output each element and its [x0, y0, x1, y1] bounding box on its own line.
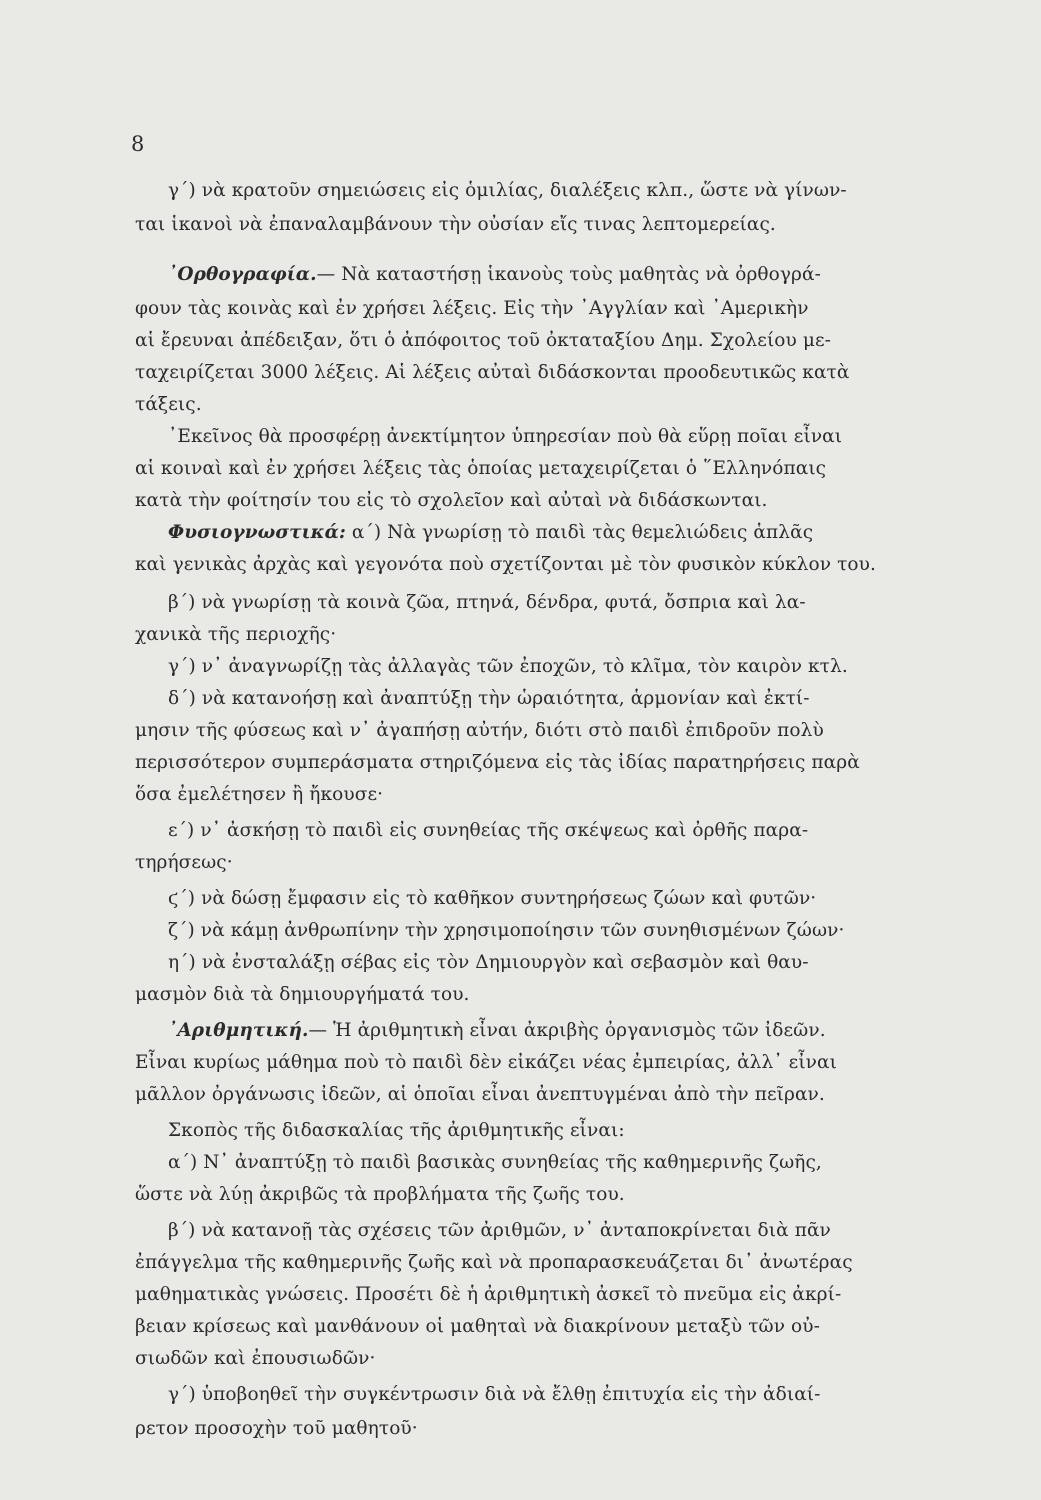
- line-text: μασμὸν διὰ τὰ δημιουργήματά του.: [135, 984, 470, 1005]
- line-text: μαθηματικὰς γνώσεις. Προσέτι δὲ ἡ ἀριθμητικὴ ἀσκεῖ τὸ πνεῦμα εἰς ἀκρί-: [135, 1284, 842, 1305]
- text-line: [135, 620, 336, 650]
- line-text: κατὰ τὴν φοίτησίν του εἰς τὸ σχολεῖον καὶ αὐταὶ νὰ διδάσκωνται.: [135, 490, 768, 511]
- line-text: ταχειρίζεται 3000 λέξεις. Αἱ λέξεις αὐταὶ διδάσκονται προοδευτικῶς κατὰ: [135, 362, 850, 383]
- text-line: [135, 980, 470, 1010]
- text-line: [135, 1414, 418, 1444]
- line-text: β΄) νὰ κατανοῇ τὰς σχέσεις τῶν ἀριθμῶν, ν᾿ ἀνταποκρίνεται διὰ πᾶν: [168, 1220, 831, 1241]
- text-line: [135, 1248, 853, 1278]
- line-text: σιωδῶν καὶ ἐπουσιωδῶν·: [135, 1348, 376, 1369]
- line-text: ἐπάγγελμα τῆς καθημερινῆς ζωῆς καὶ νὰ προπαρασκευάζεται δι᾿ ἀνωτέρας: [135, 1252, 853, 1273]
- line-text: Σκοπὸς τῆς διδασκαλίας τῆς ἀριθμητικῆς εἶναι:: [168, 1120, 625, 1141]
- text-line: [135, 326, 831, 356]
- text-line: [135, 848, 233, 878]
- line-text: περισσότερον συμπεράσματα στηριζόμενα εἰς τὰς ἰδίας παρατηρήσεις παρὰ: [135, 752, 860, 773]
- section-heading: ᾿Ορθογραφία.: [168, 264, 317, 285]
- line-text: αἱ κοιναὶ καὶ ἐν χρήσει λέξεις τὰς ὁποίας μεταχειρίζεται ὁ ῞Ελληνόπαις: [135, 458, 827, 479]
- text-line: [168, 1216, 831, 1246]
- text-line: [168, 260, 821, 290]
- line-text: — Νὰ καταστήσῃ ἱκανοὺς τοὺς μαθητὰς νὰ ὀρθογρά-: [316, 264, 821, 285]
- text-line: [135, 486, 768, 516]
- text-line: [135, 294, 809, 324]
- line-text: τηρήσεως·: [135, 852, 233, 873]
- text-line: [135, 780, 383, 810]
- line-text: η΄) νὰ ἐνσταλάξῃ σέβας εἰς τὸν Δημιουργὸν καὶ σεβασμὸν καὶ θαυ-: [168, 952, 809, 973]
- text-line: [135, 454, 826, 484]
- text-line: [168, 652, 848, 682]
- text-line: [168, 176, 847, 206]
- line-text: μησιν τῆς φύσεως καὶ ν᾿ ἀγαπήσῃ αὐτήν, διότι στὸ παιδὶ ἐπιδροῦν πολὺ: [135, 720, 824, 741]
- text-line: [135, 1048, 837, 1078]
- line-text: ζ΄) νὰ κάμῃ ἀνθρωπίνην τὴν χρησιμοποίησιν τῶν συνηθισμένων ζώων·: [168, 920, 845, 941]
- text-line: [135, 1280, 841, 1310]
- text-line: [168, 684, 810, 714]
- line-text: χανικὰ τῆς περιοχῆς·: [135, 624, 337, 645]
- text-line: [168, 948, 809, 978]
- text-line: [168, 588, 806, 618]
- text-line: [168, 816, 808, 846]
- line-text: Εἶναι κυρίως μάθημα ποὺ τὸ παιδὶ δὲν εἰκάζει νέας ἐμπειρίας, ἀλλ᾿ εἶναι: [135, 1052, 837, 1073]
- line-text: γ΄) ὑποβοηθεῖ τὴν συγκέντρωσιν διὰ νὰ ἔλθῃ ἐπιτυχία εἰς τὴν ἀδιαί-: [168, 1384, 821, 1405]
- line-text: γ΄) νὰ κρατοῦν σημειώσεις εἰς ὁμιλίας, διαλέξεις κλπ., ὥστε νὰ γίνων-: [168, 180, 847, 201]
- text-line: [135, 1344, 376, 1374]
- text-line: [168, 1016, 826, 1046]
- text-line: [135, 358, 849, 388]
- line-text: ε΄) ν᾿ ἀσκήσῃ τὸ παιδὶ εἰς συνηθείας τῆς σκέψεως καὶ ὀρθῆς παρα-: [168, 820, 809, 841]
- line-text: γ΄) ν᾿ ἀναγνωρίζῃ τὰς ἀλλαγὰς τῶν ἐποχῶν, τὸ κλῖμα, τὸν καιρὸν κτλ.: [168, 656, 848, 677]
- text-line: [135, 1080, 825, 1110]
- text-line: [168, 884, 816, 914]
- text-line: [168, 1116, 625, 1146]
- text-line: [135, 390, 202, 420]
- text-line: [135, 1312, 820, 1342]
- text-line: [135, 716, 824, 746]
- line-text: δ΄) νὰ κατανοήσῃ καὶ ἀναπτύξῃ τὴν ὡραιότητα, ἁρμονίαν καὶ ἐκτί-: [168, 688, 810, 709]
- line-text: ϛ΄) νὰ δώσῃ ἔμφασιν εἰς τὸ καθῆκον συντηρήσεως ζώων καὶ φυτῶν·: [168, 888, 817, 909]
- line-text: α΄) Ν᾿ ἀναπτύξῃ τὸ παιδὶ βασικὰς συνηθείας τῆς καθημερινῆς ζωῆς,: [168, 1152, 822, 1173]
- text-line: [135, 550, 876, 580]
- line-text: — Ἡ ἀριθμητικὴ εἶναι ἀκριβὴς ὀργανισμὸς τῶν ἰδεῶν.: [308, 1020, 826, 1041]
- line-text: καὶ γενικὰς ἀρχὰς καὶ γεγονότα ποὺ σχετίζονται μὲ τὸν φυσικὸν κύκλον του.: [135, 554, 876, 575]
- line-text: μᾶλλον ὀργάνωσις ἰδεῶν, αἱ ὁποῖαι εἶναι ἀνεπτυγμέναι ἀπὸ τὴν πεῖραν.: [135, 1084, 825, 1105]
- line-text: βειαν κρίσεως καὶ μανθάνουν οἱ μαθηταὶ νὰ διακρίνουν μεταξὺ τῶν οὐ-: [135, 1316, 820, 1337]
- text-line: [168, 518, 813, 548]
- page-number: 8: [131, 132, 145, 156]
- text-line: [168, 422, 842, 452]
- text-line: [135, 210, 776, 240]
- text-line: [168, 916, 845, 946]
- line-text: ὅσα ἐμελέτησεν ἢ ἤκουσε·: [135, 784, 384, 805]
- text-line: [135, 1180, 625, 1210]
- line-text: φουν τὰς κοινὰς καὶ ἐν χρήσει λέξεις. Εἰς τὴν ᾿Αγγλίαν καὶ ᾿Αμερικὴν: [135, 298, 809, 319]
- line-text: ρετον προσοχὴν τοῦ μαθητοῦ·: [135, 1418, 418, 1439]
- text-line: [168, 1148, 822, 1178]
- text-line: [168, 1380, 821, 1410]
- line-text: τάξεις.: [135, 394, 202, 415]
- line-text: ὥστε νὰ λύῃ ἀκριβῶς τὰ προβλήματα τῆς ζωῆς του.: [135, 1184, 625, 1205]
- section-heading: Φυσιογνωστικά:: [168, 522, 346, 543]
- line-text: ᾿Εκεῖνος θὰ προσφέρῃ ἀνεκτίμητον ὑπηρεσίαν ποὺ θὰ εὕρῃ ποῖαι εἶναι: [168, 426, 843, 447]
- line-text: ται ἱκανοὶ νὰ ἐπαναλαμβάνουν τὴν οὐσίαν εἴς τινας λεπτομερείας.: [135, 214, 776, 235]
- line-text: α΄) Νὰ γνωρίσῃ τὸ παιδὶ τὰς θεμελιώδεις ἁπλᾶς: [345, 522, 814, 543]
- text-line: [135, 748, 860, 778]
- line-text: αἱ ἔρευναι ἀπέδειξαν, ὅτι ὁ ἀπόφοιτος τοῦ ὀκταταξίου Δημ. Σχολείου με-: [135, 330, 832, 351]
- line-text: β΄) νὰ γνωρίσῃ τὰ κοινὰ ζῶα, πτηνά, δένδρα, φυτά, ὄσπρια καὶ λα-: [168, 592, 806, 613]
- section-heading: ᾿Αριθμητική.: [168, 1020, 309, 1041]
